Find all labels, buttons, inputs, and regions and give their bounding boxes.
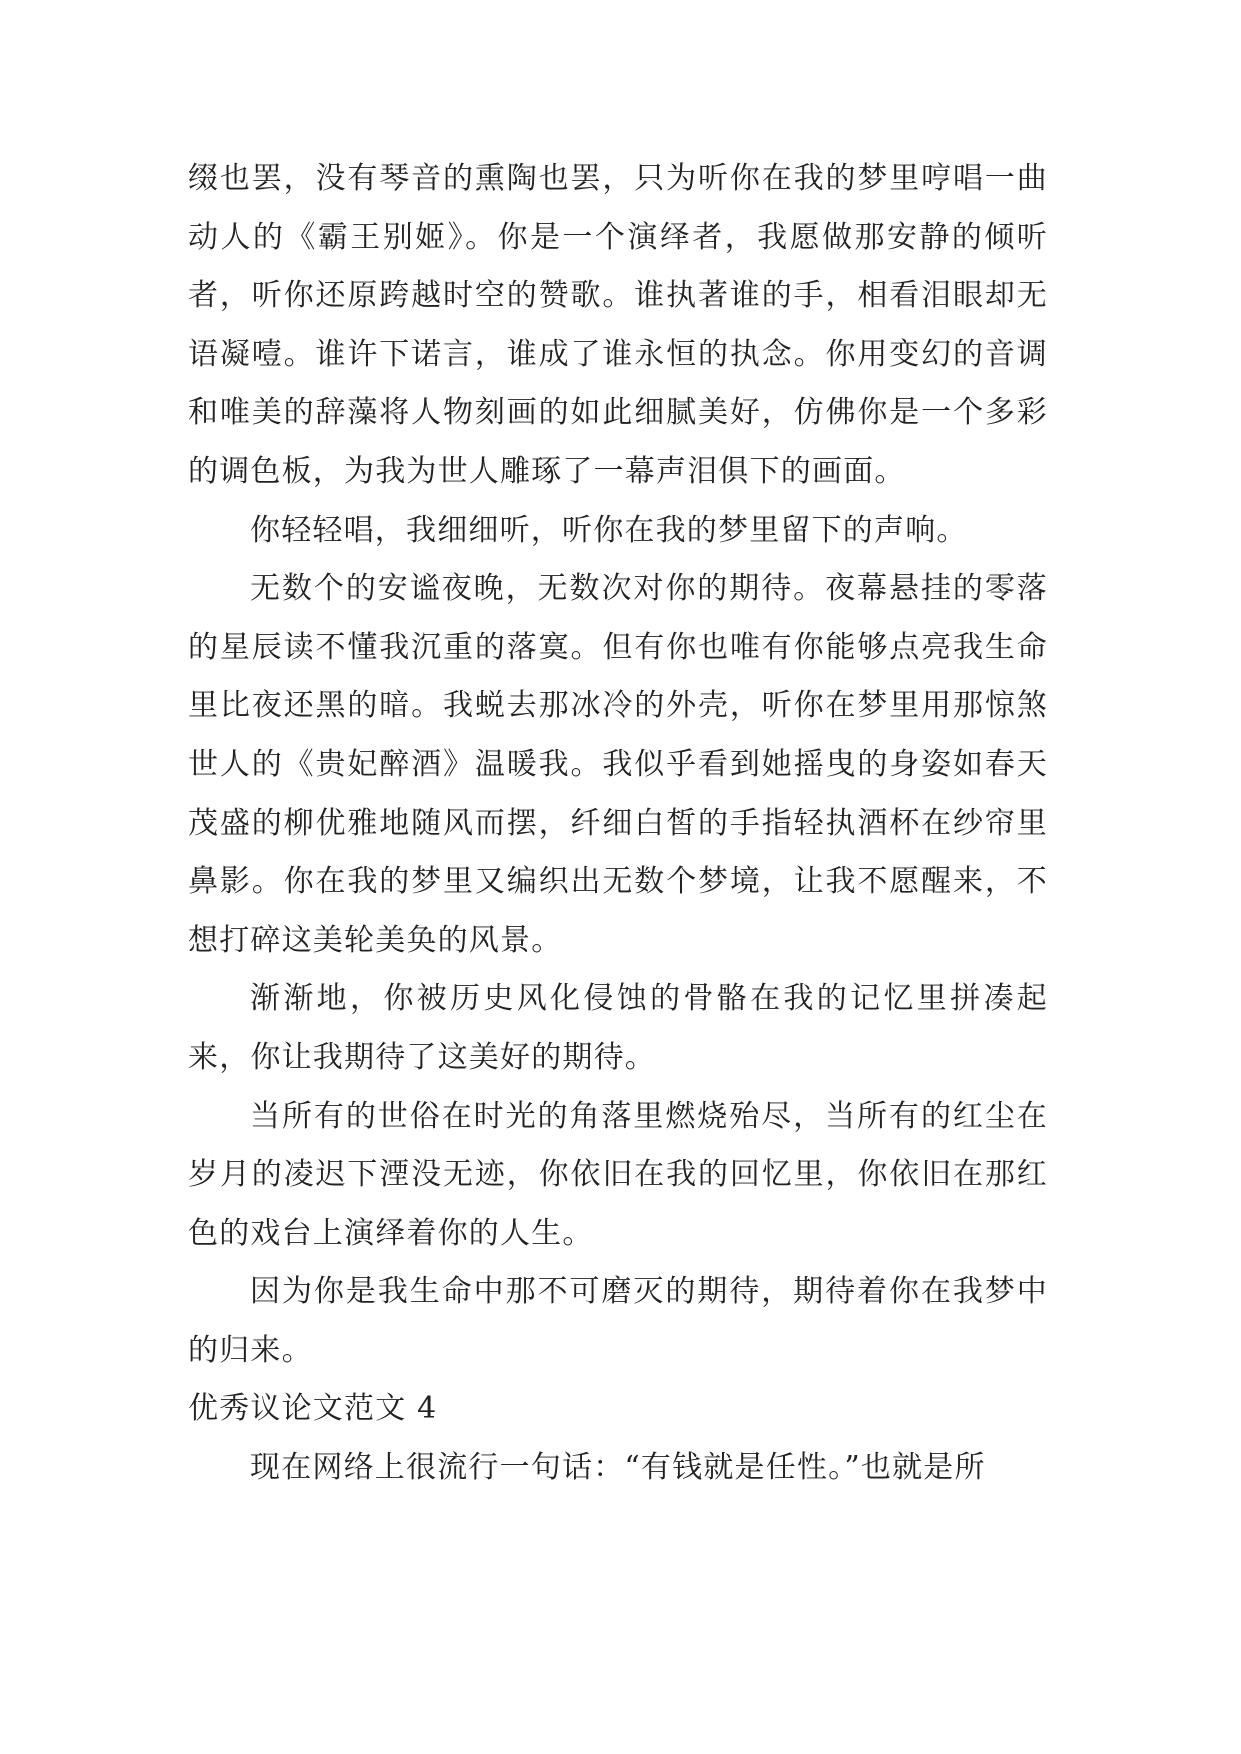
paragraph-6: 因为你是我生命中那不可磨灭的期待，期待着你在我梦中的归来。 <box>188 1274 1048 1368</box>
paragraph-3: 无数个的安谧夜晚，无数次对你的期待。夜幕悬挂的零落的星辰读不懂我沉重的落寞。但有你也唯有你能够点亮我生命里比夜还黑的暗。我蜕去那冰冷的外壳，听你在梦里用那惊煞世人的《贵妃醉酒》温暖我。我似乎看到她摇曳的身姿如春天茂盛的柳优雅地随风而摆，纤细白皙的手指轻执酒杯在纱帘里鼻影。你在我的梦里又编织出无数个梦境，让我不愿醒来，不想打碎这美轮美奂的风景。 <box>188 571 1048 958</box>
section-heading: 优秀议论文范文 4 <box>188 1391 438 1427</box>
paragraph-4: 渐渐地，你被历史风化侵蚀的骨骼在我的记忆里拼凑起来，你让我期待了这美好的期待。 <box>188 981 1048 1075</box>
paragraph-2: 你轻轻唱，我细细听，听你在我的梦里留下的声响。 <box>250 512 968 548</box>
paragraph-1: 缀也罢，没有琴音的熏陶也罢，只为听你在我的梦里哼唱一曲动人的《霸王别姬》。你是一个演绎者，我愿做那安静的倾听者，听你还原跨越时空的赞歌。谁执著谁的手，相看泪眼却无语凝噎。谁许下诺言，谁成了谁永恒的执念。你用变幻的音调和唯美的辞藻将人物刻画的如此细腻美好，仿佛你是一个多彩的调色板，为我为世人雕琢了一幕声泪俱下的画面。 <box>188 161 1048 489</box>
paragraph-7: 现在网络上很流行一句话：“有钱就是任性。”也就是所 <box>250 1450 986 1486</box>
document-body <box>188 150 1048 1498</box>
paragraph-5: 当所有的世俗在时光的角落里燃烧殆尽，当所有的红尘在岁月的凌迟下湮没无迹，你依旧在我的回忆里，你依旧在那红色的戏台上演绎着你的人生。 <box>188 1098 1048 1251</box>
